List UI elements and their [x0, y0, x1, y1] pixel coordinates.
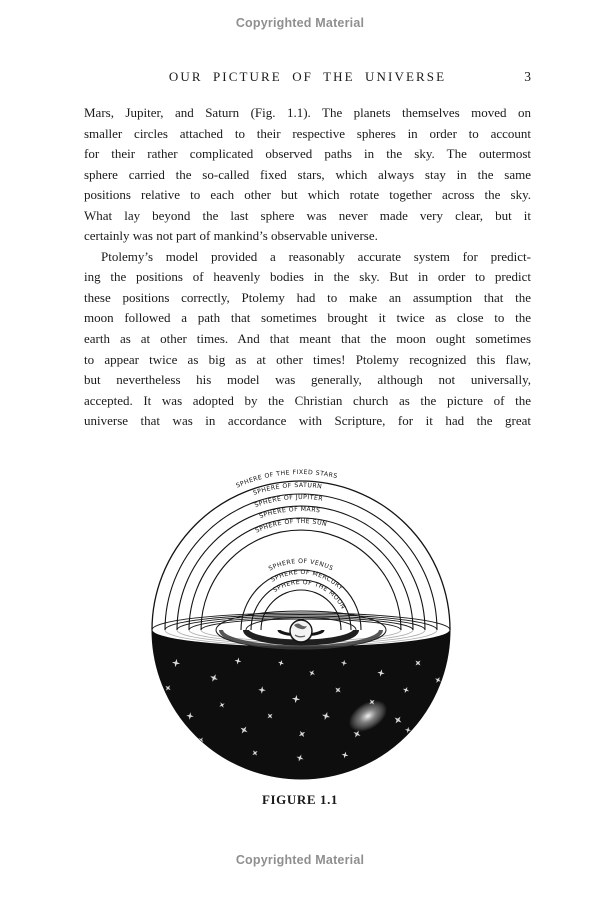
- running-header: [84, 69, 531, 87]
- text-line: ing the positions of heavenly bodies in the sky. But in order to predict: [84, 269, 531, 285]
- figure-caption: FIGURE 1.1: [261, 792, 339, 807]
- sphere-labels: [235, 469, 347, 611]
- sphere-label-venus: SPHERE OF VENUS: [267, 558, 335, 573]
- text-line: moon followed a path that sometimes brought it twice as close to the: [84, 310, 531, 326]
- figure-ptolemy-spheres: [0, 458, 600, 788]
- text-line: positions relative to each other but which rotate together across the sky.: [84, 187, 531, 203]
- sphere-label-saturn: SPHERE OF SATURN: [252, 481, 323, 497]
- sphere-label-jupiter: SPHERE OF JUPITER: [253, 493, 324, 510]
- text-line: accepted. It was adopted by the Christian church as the picture of the: [84, 392, 531, 408]
- copyright-notice-bottom: Copyrighted Material: [235, 853, 365, 867]
- text-line: but nevertheless his model was generally, although not universally,: [84, 372, 531, 388]
- chapter-title: OUR PICTURE OF THE UNIVERSE: [168, 69, 447, 84]
- sphere-arcs: [152, 481, 450, 630]
- text-line: What lay beyond the last sphere was never made very clear, but it: [84, 207, 531, 223]
- text-line: universe that was in accordance with Scripture, for it had the great: [84, 413, 531, 429]
- page-number: 3: [524, 69, 531, 84]
- copyright-notice-top: Copyrighted Material: [235, 16, 365, 30]
- earth-globe: [290, 620, 312, 642]
- sphere-label-fixed-stars: SPHERE OF THE FIXED STARS: [235, 468, 339, 490]
- text-line: sphere carried the so-called fixed stars, which always stay in the same: [84, 166, 531, 182]
- sphere-label-mars: SPHERE OF MARS: [258, 505, 321, 521]
- text-line: these positions correctly, Ptolemy had to make an assumption that the: [84, 289, 531, 305]
- sphere-label-sun: SPHERE OF THE SUN: [254, 518, 328, 535]
- text-line: for their rather complicated observed paths in the sky. The outermost: [84, 146, 531, 162]
- text-line: smaller circles attached to their respective spheres in order to account: [84, 125, 531, 141]
- text-line: to appear twice as big as at other times! Ptolemy recognized this flaw,: [84, 351, 531, 367]
- sphere-label-mercury: SPHERE OF MERCURY: [269, 568, 345, 593]
- body-text: [84, 103, 531, 432]
- sphere-label-moon: SPHERE OF THE MOON: [271, 578, 347, 611]
- text-line: certainly was not part of mankind’s observable universe.: [84, 228, 378, 244]
- text-line: earth as at other times. And that meant that the moon ought sometimes: [84, 331, 531, 347]
- text-line: Mars, Jupiter, and Saturn (Fig. 1.1). The planets themselves moved on: [84, 105, 531, 120]
- text-line: Ptolemy’s model provided a reasonably accurate system for predict-: [101, 248, 531, 264]
